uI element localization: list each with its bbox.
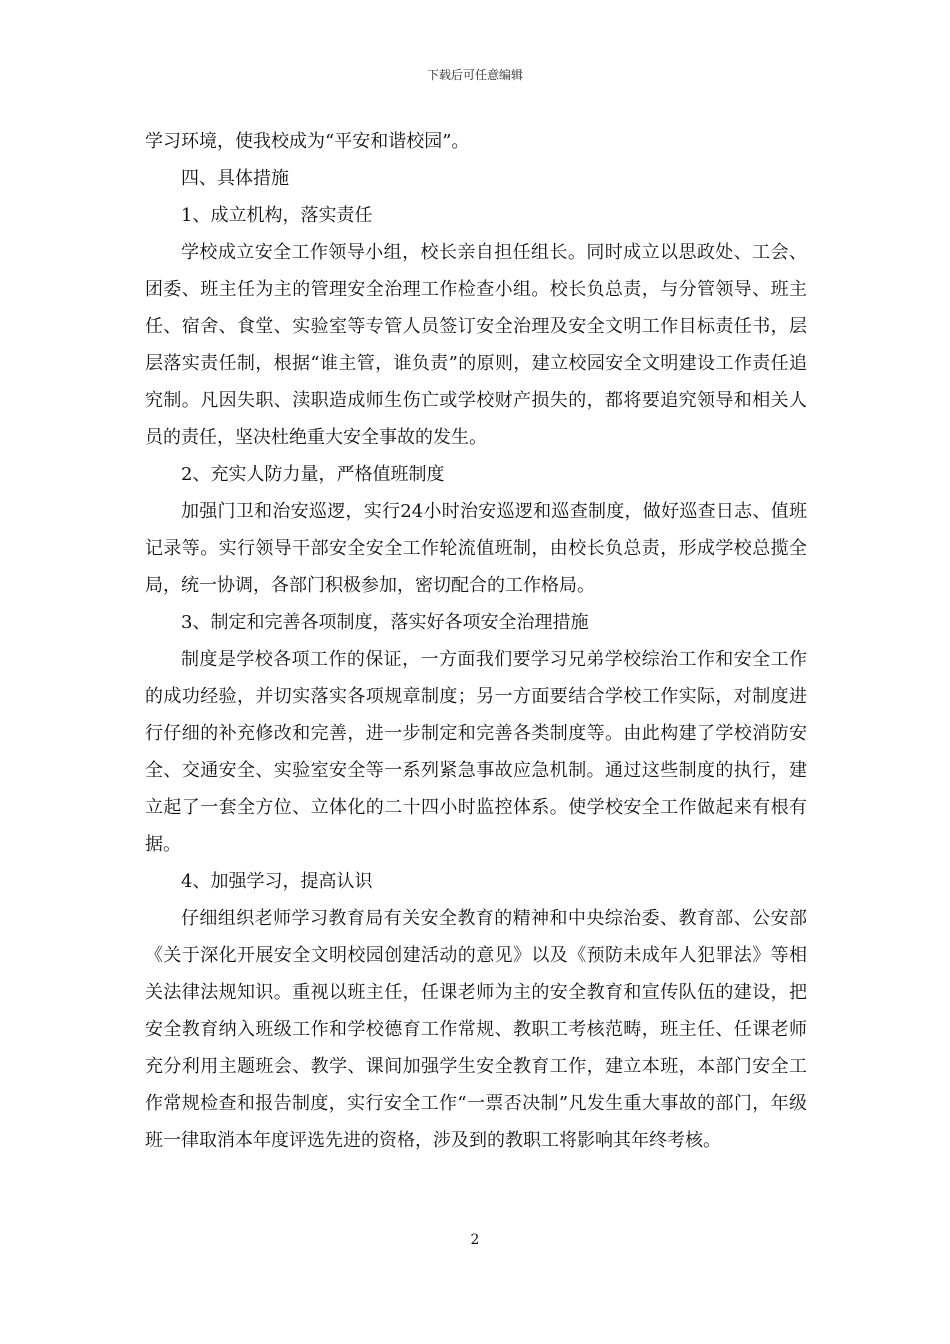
opening-line: 学习环境，使我校成为“平安和谐校园”。 [145,131,470,152]
item-1-title: 1、成立机构，落实责任 [181,205,373,226]
item-1-paragraph: 学校成立安全工作领导小组，校长亲自担任组长。同时成立以思政处、工会、团委、班主任为主的管理安全治理工作检查小组。校长负总责，与分管领导、班主任、宿舍、食堂、实验室等专管人员签订安全治理及安全文明工作目标责任书，层层落实责任制，根据“谁主管，谁负责”的原则，建立校园安全文明建设工作责任追究制。凡因失职、渎职造成师生伤亡或学校财产损失的，都将要追究领导和相关人员的责任，坚决杜绝重大安全事故的发生。 [145,242,807,448]
item-3-title: 3、制定和完善各项制度，落实好各项安全治理措施 [181,612,589,633]
item-4-title: 4、加强学习，提高认识 [181,871,373,892]
item-2-paragraph: 加强门卫和治安巡逻，实行24小时治安巡逻和巡查制度，做好巡查日志、值班记录等。实行领导干部安全安全工作轮流值班制，由校长负总责，形成学校总揽全局，统一协调，各部门积极参加，密切配合的工作格局。 [145,501,807,596]
document-body [145,123,807,1159]
section-title: 四、具体措施 [181,168,289,189]
item-3-paragraph: 制度是学校各项工作的保证，一方面我们要学习兄弟学校综治工作和安全工作的成功经验，并切实落实各项规章制度；另一方面要结合学校工作实际，对制度进行仔细的补充修改和完善，进一步制定和完善各类制度等。由此构建了学校消防安全、交通安全、实验室安全等一系列紧急事故应急机制。通过这些制度的执行，建立起了一套全方位、立体化的二十四小时监控体系。使学校安全工作做起来有根有据。 [145,649,807,855]
item-2-title: 2、充实人防力量，严格值班制度 [181,464,445,485]
item-4-paragraph: 仔细组织老师学习教育局有关安全教育的精神和中央综治委、教育部、公安部《关于深化开展安全文明校园创建活动的意见》以及《预防未成年人犯罪法》等相关法律法规知识。重视以班主任，任课老师为主的安全教育和宣传队伍的建设，把安全教育纳入班级工作和学校德育工作常规、教职工考核范畴，班主任、任课老师充分利用主题班会、教学、课间加强学生安全教育工作，建立本班，本部门安全工作常规检查和报告制度，实行安全工作“一票否决制”凡发生重大事故的部门，年级班一律取消本年度评选先进的资格，涉及到的教职工将影响其年终考核。 [145,908,807,1151]
page-number: 2 [470,1232,480,1248]
page-header-note: 下载后可任意编辑 [426,68,523,82]
